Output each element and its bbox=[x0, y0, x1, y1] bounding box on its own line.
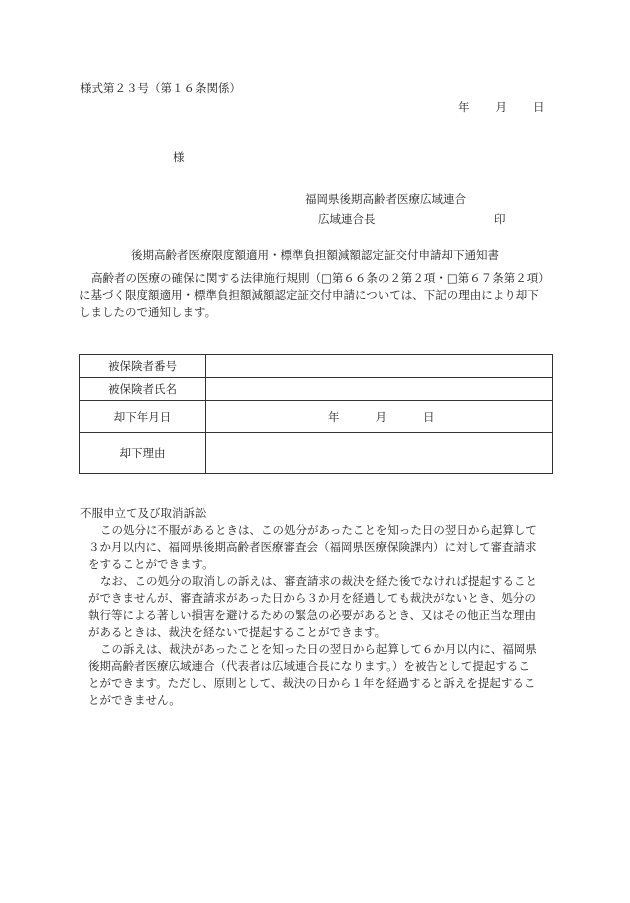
date-day-label: 日 bbox=[533, 100, 545, 114]
insured-number-field bbox=[206, 355, 553, 378]
appeal-line: をすることができます。 bbox=[88, 557, 214, 571]
rejection-month-label: 月 bbox=[375, 409, 387, 424]
issue-date bbox=[458, 99, 545, 115]
appeal-line: があるときは、裁決を経ないで提起することができます。 bbox=[88, 625, 387, 639]
appeal-line: とができます。ただし、原則として、裁決の日から１年を経過すると訴えを提起するこ bbox=[88, 676, 536, 690]
appeal-line: この処分に不服があるときは、この処分があったことを知った日の翌日から起算して bbox=[100, 523, 537, 537]
table-row bbox=[80, 433, 553, 474]
rejection-reason-field bbox=[206, 433, 553, 474]
intro-paragraph bbox=[79, 270, 553, 321]
appeal-line: 執行等による著しい損害を避けるための緊急の必要があるとき、又はその他正当な理由 bbox=[88, 608, 537, 622]
rejection-day-label: 日 bbox=[423, 409, 435, 424]
appeal-line: この訴えは、裁決があったことを知った日の翌日から起算して６か月以内に、福岡県 bbox=[100, 642, 537, 656]
appeal-line: なお、この処分の取消しの訴えは、審査請求の裁決を経た後でなければ提起すること bbox=[100, 574, 537, 588]
issuer-title: 広域連合長 bbox=[318, 212, 376, 226]
date-month-label: 月 bbox=[495, 100, 507, 114]
appeal-line: ができませんが、審査請求があった日から３か月を経過しても裁決がないとき、処分の bbox=[88, 591, 536, 605]
table-row bbox=[80, 401, 553, 433]
insured-number-label: 被保険者番号 bbox=[80, 355, 206, 378]
appeal-line: とができません。 bbox=[88, 693, 181, 707]
appeal-paragraph-3 bbox=[79, 641, 553, 709]
intro-line: に基づく限度額適用・標準負担額減額認定証交付申請については、下記の理由により却下 bbox=[79, 288, 539, 302]
rejection-reason-label: 却下理由 bbox=[80, 433, 206, 474]
appeal-paragraph-1 bbox=[79, 522, 553, 573]
form-number: 様式第２３号（第１６条関係） bbox=[80, 81, 241, 95]
rejection-date-label: 却下年月日 bbox=[80, 401, 206, 433]
intro-line: 高齢者の医療の確保に関する法律施行規則（□第６６条の２第２項・□第６７条第２項） bbox=[91, 271, 550, 285]
appeal-line: 後期高齢者医療広域連合（代表者は広域連合長になります。）を被告として提起するこ bbox=[88, 659, 530, 673]
appeal-line: ３か月以内に、福岡県後期高齢者医療審査会（福岡県医療保険課内）に対して審査請求 bbox=[88, 540, 537, 554]
intro-line: しましたので通知します。 bbox=[79, 305, 217, 319]
document-title: 後期高齢者医療限度額適用・標準負担額減額認定証交付申請却下通知書 bbox=[131, 248, 499, 262]
rejection-year-label: 年 bbox=[328, 409, 340, 424]
addressee-suffix: 様 bbox=[173, 150, 185, 164]
table-row bbox=[80, 355, 553, 378]
applicant-record-table bbox=[79, 354, 553, 474]
appeal-section bbox=[79, 522, 553, 709]
issuer-organization: 福岡県後期高齢者医療広域連合 bbox=[305, 192, 466, 206]
table-row bbox=[80, 378, 553, 401]
rejection-date-field bbox=[206, 401, 553, 433]
insured-name-field bbox=[206, 378, 553, 401]
appeal-heading: 不服申立て及び取消訴訟 bbox=[80, 506, 207, 520]
appeal-paragraph-2 bbox=[79, 573, 553, 641]
seal-mark: 印 bbox=[494, 212, 506, 226]
insured-name-label: 被保険者氏名 bbox=[80, 378, 206, 401]
date-year-label: 年 bbox=[458, 100, 470, 114]
